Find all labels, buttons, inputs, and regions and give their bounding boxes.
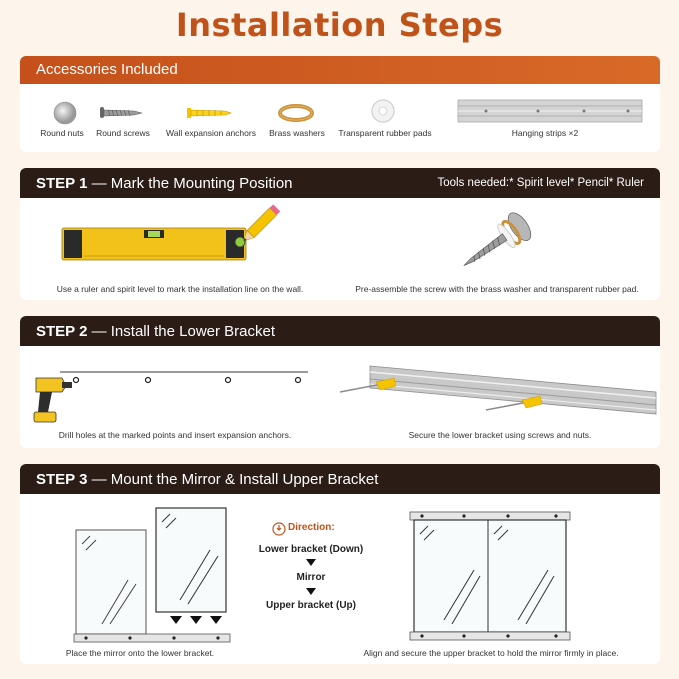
accessory-label-round-nuts: Round nuts [40, 128, 84, 138]
marked-line [60, 370, 310, 384]
accessory-label-round-screws: Round screws [96, 128, 150, 138]
step1-card [20, 168, 660, 300]
step2-header [20, 316, 660, 346]
accessory-label-rubber-pads: Transparent rubber pads [338, 128, 432, 138]
step2-title: — Install the Lower Bracket [91, 322, 276, 340]
step3-card [20, 464, 660, 664]
round-screw-icon [100, 106, 142, 120]
accessory-label-hanging-strips: Hanging strips ×2 [511, 128, 579, 138]
accessory-label-brass-washers: Brass washers [269, 128, 325, 138]
step1-tools: Tools needed:* Spirit level* Pencil* Ruler [437, 177, 644, 189]
accessory-label-wall-anchors: Wall expansion anchors [166, 128, 256, 138]
direction-icon [272, 522, 286, 536]
rubber-pad-icon [370, 98, 396, 124]
pencil-icon [242, 200, 286, 244]
page-title: Installation Steps [175, 6, 504, 44]
mounted-mirror-icon [408, 510, 572, 644]
lower-bracket-icon [336, 362, 656, 432]
direction-step-upper: Upper bracket (Up) [265, 600, 356, 611]
step3-caption-right: Align and secure the upper bracket to hold the mirror firmly in place. [363, 648, 619, 658]
accessories-header: Accessories Included [20, 56, 660, 84]
chevron-down-icon [305, 587, 317, 597]
step1-title: — Mark the Mounting Position [91, 174, 293, 192]
step2-caption-left: Drill holes at the marked points and insert expansion anchors. [58, 430, 292, 440]
step1-caption-left: Use a ruler and spirit level to mark the installation line on the wall. [56, 284, 304, 294]
mirror-placement-icon [70, 504, 240, 644]
step3-title: — Mount the Mirror & Install Upper Bracket [91, 470, 379, 488]
step3-caption-left: Place the mirror onto the lower bracket. [65, 648, 215, 658]
step1-caption-right: Pre-assemble the screw with the brass washer and transparent rubber pad. [355, 284, 639, 294]
direction-step-lower: Lower bracket (Down) [258, 544, 364, 555]
step3-number: STEP 3 [36, 470, 88, 488]
direction-label: Direction: [288, 522, 335, 533]
brass-washer-icon [278, 104, 314, 122]
step2-card [20, 316, 660, 448]
expansion-anchor-icon [185, 105, 233, 121]
step2-number: STEP 2 [36, 322, 88, 340]
screw-assembly-icon [454, 208, 544, 274]
step2-caption-right: Secure the lower bracket using screws and nuts. [408, 430, 592, 440]
round-nut-icon [52, 100, 78, 126]
step1-number: STEP 1 [36, 174, 88, 192]
direction-step-mirror: Mirror [296, 572, 326, 583]
step3-header [20, 464, 660, 494]
accessories-card [20, 56, 660, 152]
step1-header [20, 168, 660, 198]
hanging-strip-icon [458, 100, 642, 122]
spirit-level-icon [62, 228, 250, 264]
chevron-down-icon [305, 558, 317, 568]
